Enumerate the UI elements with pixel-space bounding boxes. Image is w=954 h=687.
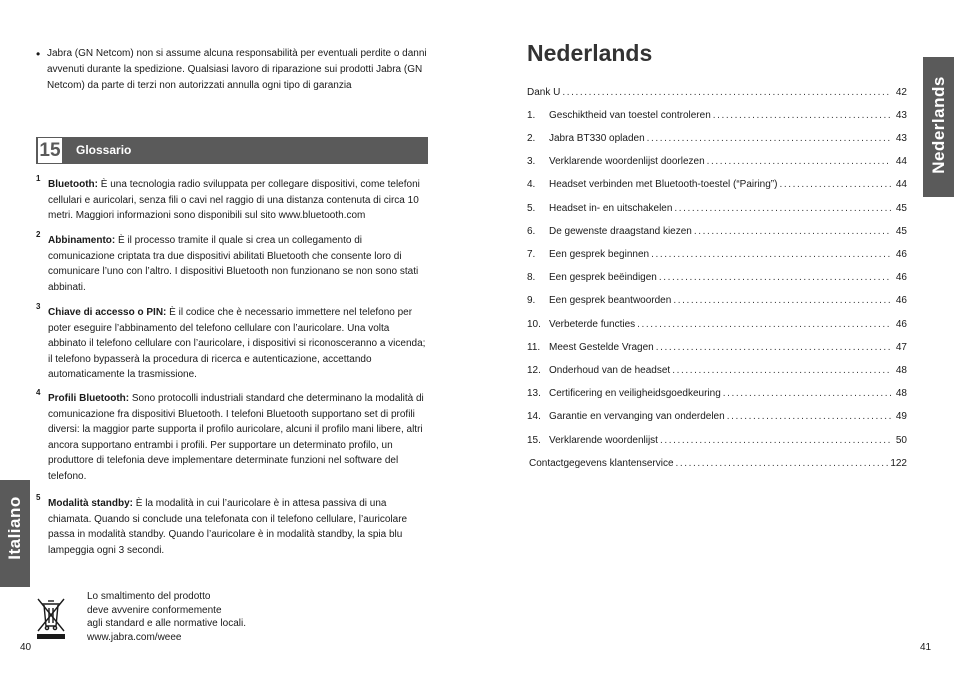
toc-number: 12. bbox=[527, 365, 541, 376]
toc-number: 4. bbox=[527, 179, 536, 190]
toc-page: 45 bbox=[895, 226, 907, 237]
toc-leader bbox=[647, 131, 891, 147]
glossary-term: Abbinamento: bbox=[48, 235, 116, 246]
glossary-item-profili bbox=[36, 388, 428, 485]
weee-link[interactable]: www.jabra.com/weee bbox=[87, 631, 182, 643]
toc-leader bbox=[727, 409, 891, 425]
toc-page: 43 bbox=[895, 133, 907, 144]
toc-number: 9. bbox=[527, 295, 536, 306]
toc-number: 11. bbox=[527, 342, 541, 353]
language-tab-nederlands bbox=[923, 57, 954, 197]
toc-number: 6. bbox=[527, 226, 536, 237]
glossary-number: 3 bbox=[36, 302, 41, 311]
toc-number: 5. bbox=[527, 203, 536, 214]
toc-page: 46 bbox=[895, 272, 907, 283]
glossary-definition: È il codice che è necessario immettere nel telefono per poter eseguire l’abbinamento del telefono cellulare con l’auricolare. Una volta abbinato il telefono cellulare con l’auricolare, i dispositivi si riconosceranno a vicenda; il telefono bypasserà la procedura di ricerca e autenticazione, accettando automaticamente la trasmissione. bbox=[48, 307, 426, 381]
toc-leader bbox=[562, 85, 891, 101]
toc-label: Verklarende woordenlijst bbox=[549, 435, 658, 446]
toc-label: Certificering en veiligheidsgoedkeuring bbox=[549, 388, 721, 399]
section-header-glossario bbox=[36, 137, 428, 164]
page-number-right: 41 bbox=[920, 642, 932, 653]
toc-page: 122 bbox=[890, 458, 907, 469]
toc-number: 8. bbox=[527, 272, 536, 283]
toc-leader bbox=[651, 247, 891, 263]
language-tab-italiano bbox=[0, 480, 30, 587]
toc-leader bbox=[723, 386, 891, 402]
glossary-definition: Sono protocolli industriali standard che determinano la modalità di comunicazione fra dispositivi Bluetooth. I telefoni Bluetooth supportano set di profili diversi: la maggior parte supporta il profilo auricolare, alcuni il profilo mani libere, altri ancora supportano entrambi i profili. Per supportare un determinato profilo, un produttore di telefonia deve implementare determinate funzioni nel software del telefono. bbox=[48, 393, 424, 482]
glossary-number: 5 bbox=[36, 493, 41, 502]
toc-entry[interactable] bbox=[527, 177, 907, 193]
glossary-body bbox=[48, 391, 428, 485]
glossary-number: 4 bbox=[36, 388, 41, 397]
glossary-term: Chiave di accesso o PIN: bbox=[48, 307, 167, 318]
toc-entry[interactable] bbox=[527, 409, 907, 425]
toc-number: 15. bbox=[527, 435, 541, 446]
glossary-term: Bluetooth: bbox=[48, 179, 98, 190]
toc-page: 46 bbox=[895, 319, 907, 330]
toc-entry[interactable] bbox=[527, 433, 907, 449]
toc-entry[interactable] bbox=[527, 247, 907, 263]
toc-label: Geschiktheid van toestel controleren bbox=[549, 110, 711, 121]
toc-label: Verbeterde functies bbox=[549, 319, 636, 330]
toc-page: 46 bbox=[895, 249, 907, 260]
toc-page: 50 bbox=[895, 435, 907, 446]
toc-label: Garantie en vervanging van onderdelen bbox=[549, 411, 725, 422]
page-title: Nederlands bbox=[527, 40, 653, 66]
toc-leader bbox=[779, 177, 891, 193]
glossary-body bbox=[48, 496, 428, 558]
toc-leader bbox=[656, 340, 891, 356]
language-tab-label: Italiano bbox=[5, 496, 24, 560]
glossary-number: 2 bbox=[36, 230, 41, 239]
toc-leader bbox=[637, 317, 891, 333]
toc-number: 10. bbox=[527, 319, 541, 330]
glossary-item-bluetooth bbox=[36, 174, 428, 224]
toc-leader bbox=[660, 433, 891, 449]
toc-leader bbox=[659, 270, 891, 286]
toc-page: 44 bbox=[895, 179, 907, 190]
toc-entry[interactable] bbox=[527, 456, 907, 472]
toc-label: Een gesprek beginnen bbox=[549, 249, 650, 260]
toc-entry[interactable] bbox=[527, 154, 907, 170]
toc-number: 14. bbox=[527, 411, 541, 422]
toc-label: Headset in- en uitschakelen bbox=[549, 203, 673, 214]
toc-leader bbox=[673, 293, 891, 309]
toc-page: 46 bbox=[895, 295, 907, 306]
toc-page: 47 bbox=[895, 342, 907, 353]
toc-page: 44 bbox=[895, 156, 907, 167]
glossary-definition: È il processo tramite il quale si crea un collegamento di comunicazione criptata tra due dispositivi abilitati Bluetooth che consente loro di comunicare l’uno con l’altro. I dispositivi Bluetooth non funzionano se non sono stati abbinati. bbox=[48, 235, 419, 293]
warranty-text: Jabra (GN Netcom) non si assume alcuna responsabilità per eventuali perdite o danni avvenuti durante la spedizione. Qualsiasi lavoro di riparazione sui prodotti Jabra (GN Netcom) da parte di terzi non autorizzati annulla ogni tipo di garanzia bbox=[47, 48, 427, 91]
toc-leader bbox=[694, 224, 891, 240]
weee-line: agli standard e alle normative locali. bbox=[87, 618, 246, 629]
section-number: 15 bbox=[39, 140, 61, 161]
toc-label: Jabra BT330 opladen bbox=[549, 133, 645, 144]
toc-entry[interactable] bbox=[527, 224, 907, 240]
toc-leader bbox=[672, 363, 891, 379]
toc-number: 1. bbox=[527, 110, 536, 121]
toc-entry[interactable] bbox=[527, 386, 907, 402]
toc-label: Contactgegevens klantenservice bbox=[529, 458, 674, 469]
toc-entry[interactable] bbox=[527, 317, 907, 333]
weee-notice bbox=[87, 590, 287, 644]
toc-entry[interactable] bbox=[527, 108, 907, 124]
toc-label: Onderhoud van de headset bbox=[549, 365, 671, 376]
weee-line: Lo smaltimento del prodotto bbox=[87, 591, 211, 602]
toc-leader bbox=[674, 201, 891, 217]
toc-entry[interactable] bbox=[527, 270, 907, 286]
glossary-definition: È la modalità in cui l’auricolare è in attesa passiva di una chiamata. Quando si conclude una telefonata con il telefono cellulare, l’auricolare passa in modalità standby. Quando l’auricolare è in modalità standby, la spia blu lampeggia ogni 3 secondi. bbox=[48, 498, 408, 556]
toc-page: 48 bbox=[895, 365, 907, 376]
section-title: Glossario bbox=[76, 143, 132, 157]
toc-number: 3. bbox=[527, 156, 536, 167]
toc-number: 7. bbox=[527, 249, 536, 260]
toc-label: Headset verbinden met Bluetooth-toestel (“Pairing”) bbox=[549, 179, 778, 190]
toc-page: 43 bbox=[895, 110, 907, 121]
toc-page: 45 bbox=[895, 203, 907, 214]
toc-number: 2. bbox=[527, 133, 536, 144]
glossary-term: Modalità standby: bbox=[48, 498, 134, 509]
toc-entry[interactable] bbox=[527, 363, 907, 379]
toc-entry[interactable] bbox=[527, 293, 907, 309]
glossary-item-abbinamento bbox=[36, 230, 428, 295]
glossary-body bbox=[48, 177, 428, 224]
toc-leader bbox=[676, 456, 889, 472]
language-tab-label: Nederlands bbox=[929, 76, 948, 174]
toc-entry[interactable] bbox=[527, 201, 907, 217]
toc-entry[interactable] bbox=[527, 131, 907, 147]
toc-page: 42 bbox=[895, 87, 907, 98]
toc-number: 13. bbox=[527, 388, 541, 399]
weee-line: deve avvenire conformemente bbox=[87, 604, 222, 616]
glossary-body bbox=[48, 305, 428, 383]
toc-label: Meest Gestelde Vragen bbox=[549, 342, 654, 353]
toc-entry[interactable] bbox=[527, 85, 907, 101]
crossed-bin-icon bbox=[36, 596, 66, 640]
page-number-left: 40 bbox=[20, 642, 32, 653]
glossary-item-pin bbox=[36, 302, 428, 383]
glossary-term: Profili Bluetooth: bbox=[48, 393, 130, 404]
toc-label: Verklarende woordenlijst doorlezen bbox=[549, 156, 705, 167]
bullet-dot: • bbox=[36, 47, 41, 61]
glossary-number: 1 bbox=[36, 174, 41, 183]
toc-label: De gewenste draagstand kiezen bbox=[549, 226, 692, 237]
toc-label: Een gesprek beëindigen bbox=[549, 272, 657, 283]
toc-page: 48 bbox=[895, 388, 907, 399]
toc-label: Dank U bbox=[527, 87, 561, 98]
glossary-body bbox=[48, 233, 428, 295]
glossary-definition: È una tecnologia radio sviluppata per collegare dispositivi, come telefoni cellulari e auricolari, senza fili o cavi nel raggio di una distanza contenuta di circa 10 metri. Maggiori informazioni sono disponibili sul sito www.bluetooth.com bbox=[48, 179, 420, 222]
toc-label: Een gesprek beantwoorden bbox=[549, 295, 672, 306]
toc-entry[interactable] bbox=[527, 340, 907, 356]
warranty-bullet bbox=[36, 46, 428, 94]
toc-leader bbox=[707, 154, 891, 170]
toc-page: 49 bbox=[895, 411, 907, 422]
toc-leader bbox=[713, 108, 891, 124]
glossary-item-standby bbox=[36, 493, 428, 558]
